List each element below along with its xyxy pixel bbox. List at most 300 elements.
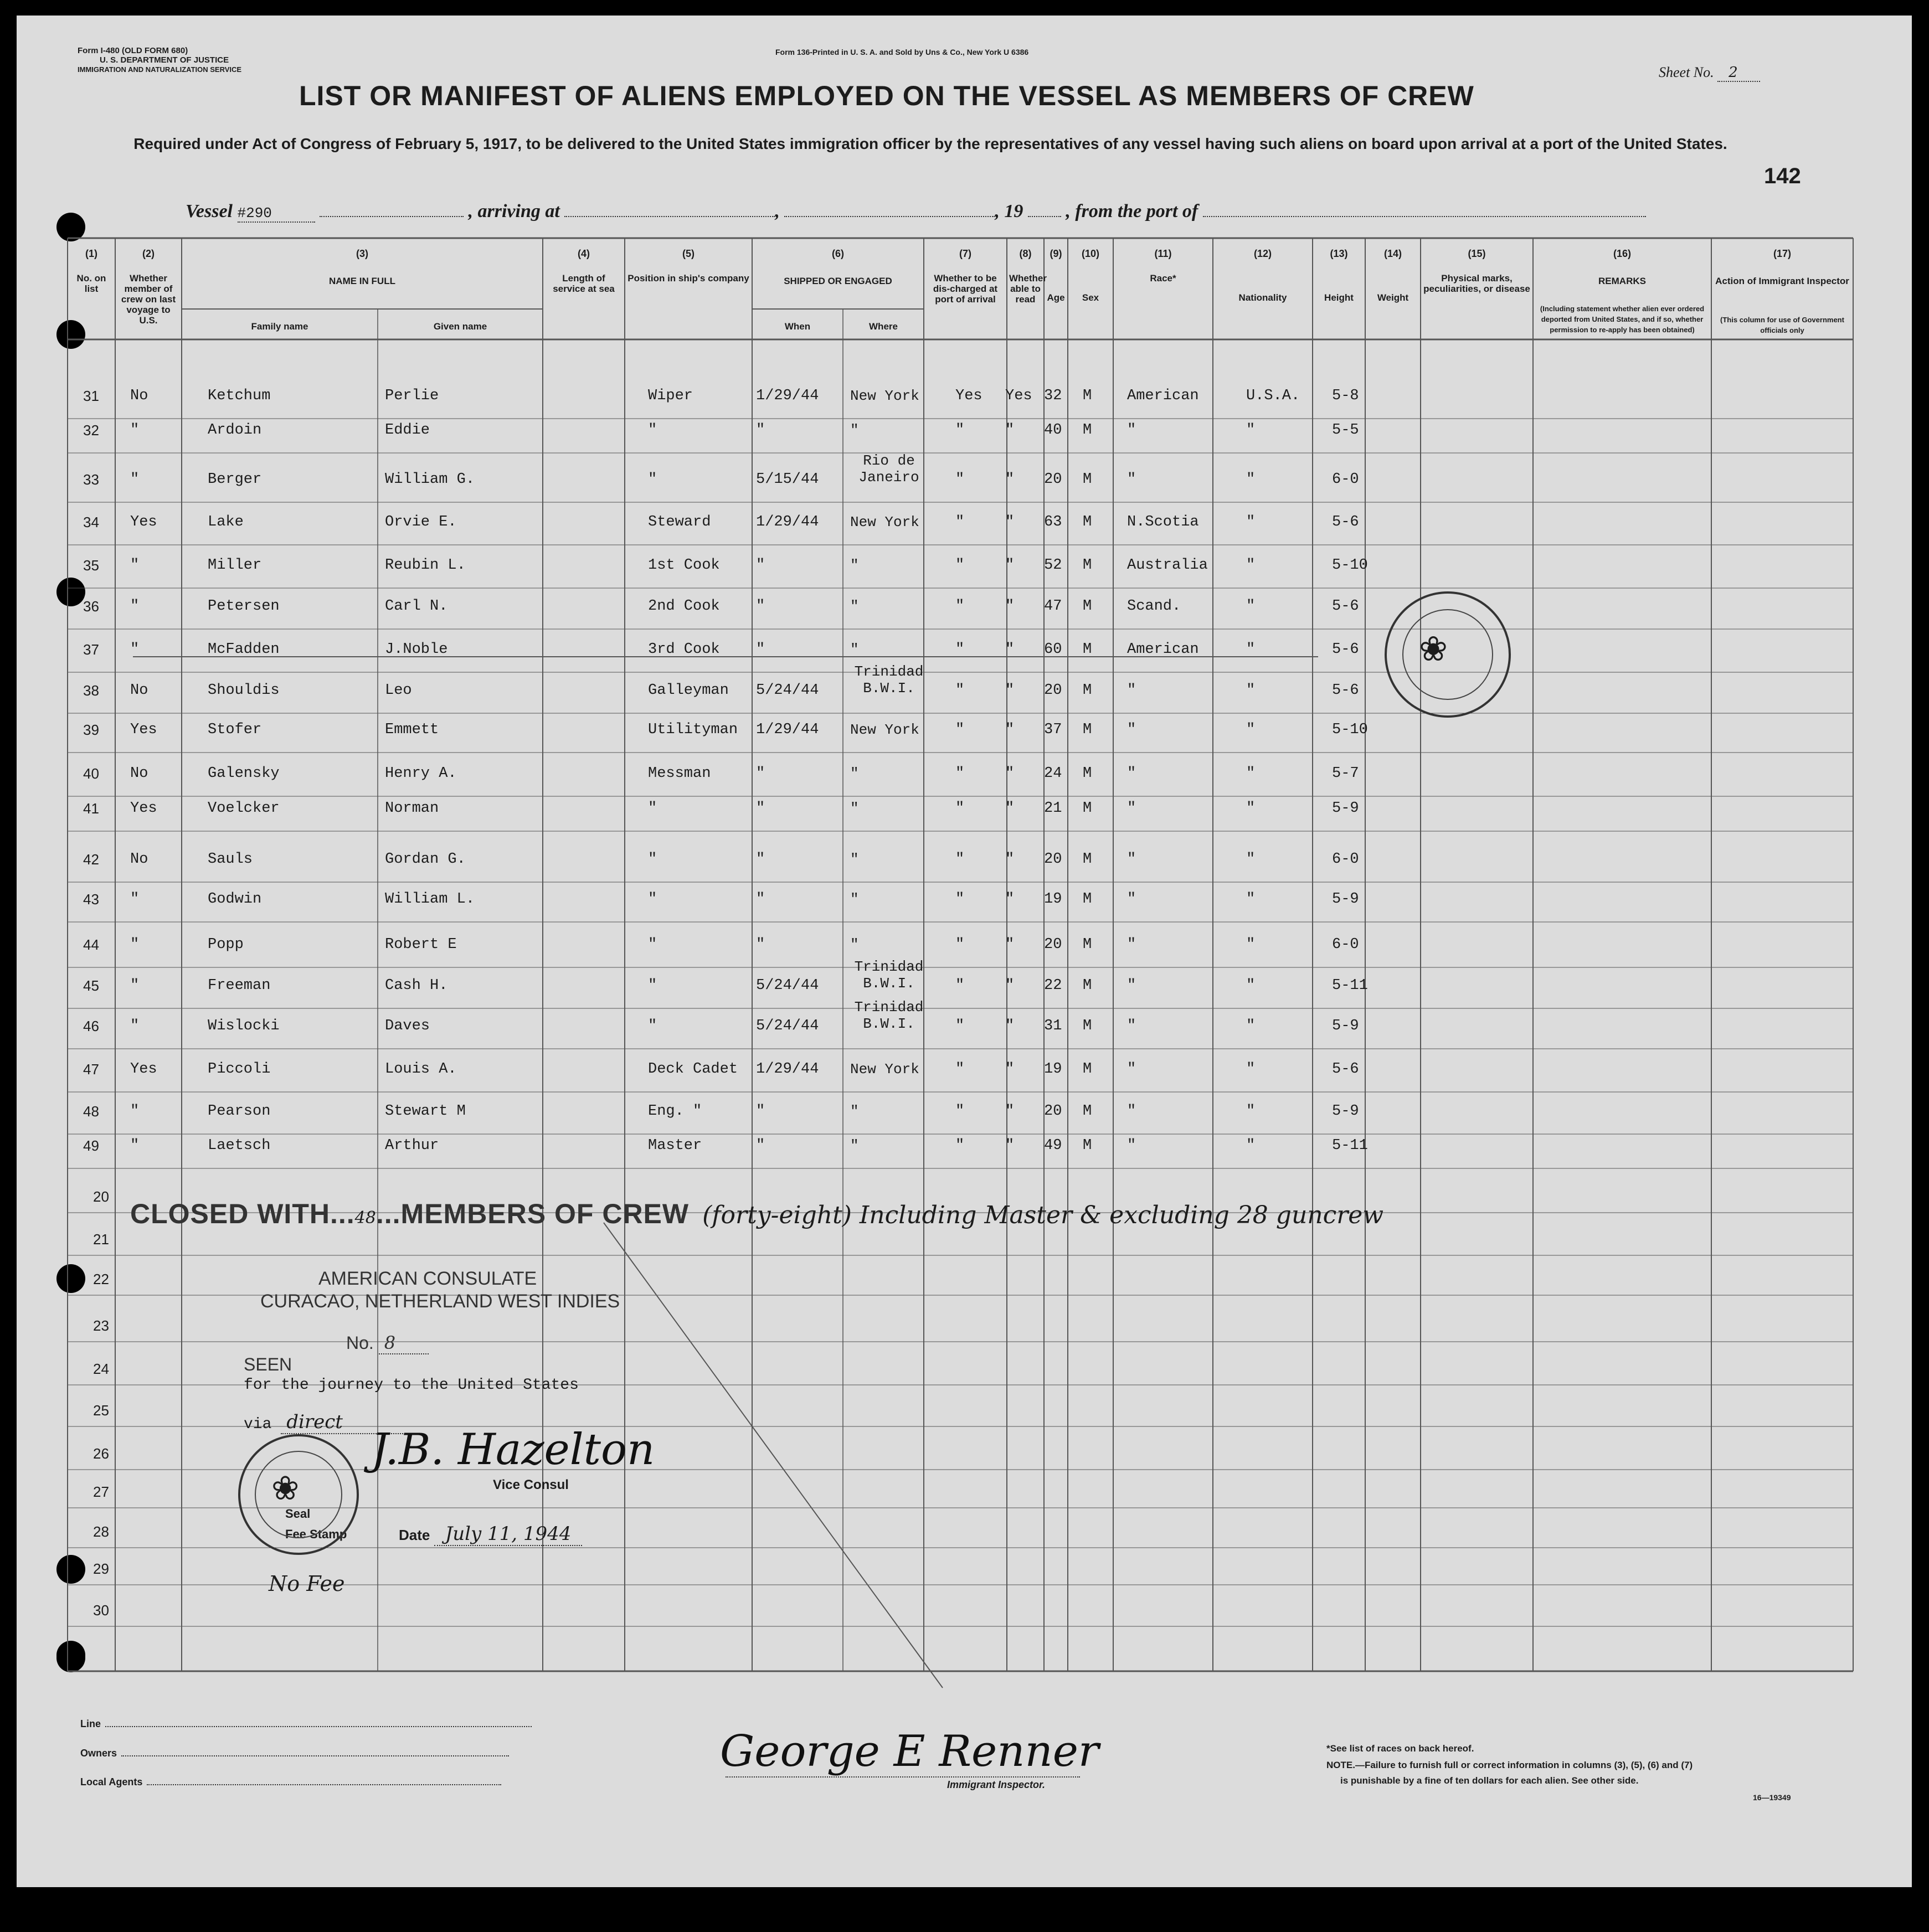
sheet-value: 2: [1717, 64, 1760, 82]
shipped-when: ": [756, 557, 765, 574]
sex: M: [1083, 765, 1092, 782]
able-to-read: ": [1005, 891, 1015, 908]
family-name: Pearson: [208, 1103, 271, 1120]
row-number: 36: [83, 598, 99, 615]
race: ": [1127, 891, 1136, 908]
column-number: (9): [1050, 248, 1062, 259]
able-to-read: ": [1005, 936, 1015, 953]
family-name: Laetsch: [208, 1137, 271, 1154]
sex: M: [1083, 471, 1092, 488]
column-number: (10): [1081, 248, 1099, 259]
row-number: 37: [83, 641, 99, 658]
shipped-when: 1/29/44: [756, 722, 819, 738]
shipped-where: Trinidad B.W.I.: [854, 999, 924, 1032]
sex: M: [1083, 557, 1092, 574]
row-number: 42: [83, 851, 99, 868]
race: ": [1127, 1061, 1136, 1078]
shipped-when: 1/29/44: [756, 388, 819, 404]
position: 1st Cook: [648, 557, 720, 574]
discharged: ": [955, 891, 965, 908]
arriving-label: , arriving at: [468, 201, 560, 221]
age: 20: [1044, 936, 1062, 953]
shipped-where: Trinidad B.W.I.: [854, 959, 924, 992]
column-number: (5): [682, 248, 695, 259]
shipped-where: ": [850, 936, 859, 953]
form-dept: U. S. DEPARTMENT OF JUSTICE: [100, 55, 229, 65]
line-number: 28: [93, 1523, 109, 1540]
race: ": [1127, 851, 1136, 868]
prior-voyage: ": [130, 1137, 140, 1154]
able-to-read: ": [1005, 557, 1015, 574]
race: American: [1127, 388, 1199, 404]
race: ": [1127, 800, 1136, 817]
discharged: ": [955, 800, 965, 817]
position: Deck Cadet: [648, 1061, 738, 1078]
able-to-read: ": [1005, 977, 1015, 994]
race: ": [1127, 422, 1136, 439]
column-header: Age: [1047, 292, 1065, 303]
row-number: 35: [83, 557, 99, 574]
line-number: 23: [93, 1317, 109, 1334]
manifest-page: [17, 16, 1912, 1887]
race: Australia: [1127, 557, 1208, 574]
shipped-when: ": [756, 641, 765, 658]
family-name: Freeman: [208, 977, 271, 994]
race: N.Scotia: [1127, 514, 1199, 530]
nationality: ": [1246, 557, 1256, 574]
able-to-read: ": [1005, 641, 1015, 658]
column-number: (14): [1383, 248, 1402, 259]
date-line: [399, 1523, 582, 1545]
family-name: McFadden: [208, 641, 280, 658]
position: ": [648, 936, 657, 953]
inspector-label: Immigrant Inspector.: [947, 1779, 1046, 1790]
column-number: (6): [832, 248, 844, 259]
column-header: Height: [1324, 292, 1354, 303]
race: ": [1127, 1103, 1136, 1120]
shipped-where: ": [850, 1103, 859, 1120]
height: 5-6: [1332, 641, 1359, 658]
given-name: Daves: [385, 1018, 430, 1034]
fine-note-2: is punishable by a fine of ten dollars for each alien. See other side.: [1340, 1775, 1639, 1786]
prior-voyage: ": [130, 422, 140, 439]
year-prefix: 19: [1004, 201, 1023, 221]
sex: M: [1083, 598, 1092, 615]
consulate-name: AMERICAN CONSULATE: [318, 1268, 537, 1289]
vessel-value: #290: [238, 205, 315, 223]
position: Galleyman: [648, 682, 729, 699]
able-to-read: ": [1005, 800, 1015, 817]
given-name: Emmett: [385, 722, 439, 738]
row-number: 45: [83, 977, 99, 994]
position: Eng. ": [648, 1103, 702, 1120]
nationality: ": [1246, 851, 1256, 868]
row-number: 31: [83, 388, 99, 404]
position: 2nd Cook: [648, 598, 720, 615]
where-header: Where: [869, 321, 898, 332]
prior-voyage: No: [130, 765, 148, 782]
position: ": [648, 800, 657, 817]
race: ": [1127, 765, 1136, 782]
column-number: (7): [959, 248, 971, 259]
discharged: ": [955, 765, 965, 782]
family-name: Berger: [208, 471, 262, 488]
race: Scand.: [1127, 598, 1181, 615]
family-name: Petersen: [208, 598, 280, 615]
footer-owners: [80, 1748, 509, 1759]
discharged: ": [955, 1103, 965, 1120]
prior-voyage: ": [130, 641, 140, 658]
race: ": [1127, 471, 1136, 488]
given-name: William G.: [385, 471, 475, 488]
when-header: When: [784, 321, 811, 332]
given-name: Gordan G.: [385, 851, 466, 868]
row-number: 32: [83, 422, 99, 439]
line-number: 25: [93, 1402, 109, 1419]
position: Wiper: [648, 388, 693, 404]
line-number: 24: [93, 1361, 109, 1377]
column-number: (1): [85, 248, 97, 259]
given-name: Louis A.: [385, 1061, 457, 1078]
height: 6-0: [1332, 851, 1359, 868]
able-to-read: ": [1005, 1137, 1015, 1154]
shipped-where: Trinidad B.W.I.: [854, 663, 924, 697]
given-name: Carl N.: [385, 598, 448, 615]
height: 5-6: [1332, 1061, 1359, 1078]
column-header: Sex: [1082, 292, 1099, 303]
position: Messman: [648, 765, 711, 782]
nationality: ": [1246, 722, 1256, 738]
able-to-read: ": [1005, 422, 1015, 439]
closing-line: CLOSED WITH...48...MEMBERS OF CREW (forty-eight) Including Master & excluding 28 guncrew: [130, 1198, 1384, 1229]
closed-with-stamp: CLOSED WITH: [130, 1198, 330, 1229]
height: 5-10: [1332, 722, 1368, 738]
line-number: 20: [93, 1188, 109, 1205]
shipped-where: ": [850, 641, 859, 658]
prior-voyage: ": [130, 977, 140, 994]
consulate-no: [346, 1332, 429, 1353]
height: 5-5: [1332, 422, 1359, 439]
position: Utilityman: [648, 722, 738, 738]
height: 5-8: [1332, 388, 1359, 404]
column-number: (8): [1019, 248, 1032, 259]
given-name: William L.: [385, 891, 475, 908]
shipped-where: New York: [850, 514, 919, 530]
height: 5-6: [1332, 598, 1359, 615]
given-name: J.Noble: [385, 641, 448, 658]
shipped-when: ": [756, 891, 765, 908]
family-name: Sauls: [208, 851, 253, 868]
vessel-label: Vessel: [186, 201, 233, 221]
age: 24: [1044, 765, 1062, 782]
page-number: 142: [1764, 164, 1801, 188]
height: 5-11: [1332, 1137, 1368, 1154]
prior-voyage: No: [130, 682, 148, 699]
nationality: ": [1246, 1137, 1256, 1154]
via-value: direct: [281, 1411, 409, 1434]
nationality: ": [1246, 598, 1256, 615]
remarks-note: (Including statement whether alien ever ordered deported from United States, and if so, whether permission to re-apply has been obtained): [1540, 305, 1705, 334]
height: 5-9: [1332, 800, 1359, 817]
given-name: Leo: [385, 682, 412, 699]
column-number: (4): [578, 248, 590, 259]
nationality: ": [1246, 641, 1256, 658]
given-name: Cash H.: [385, 977, 448, 994]
discharged: ": [955, 936, 965, 953]
vessel-line: Vessel #290 , arriving at , , 19 , from the port of: [186, 201, 1646, 223]
column-header: Race*: [1150, 273, 1176, 284]
position: Steward: [648, 514, 711, 530]
age: 63: [1044, 514, 1062, 530]
column-header: Whether to be dis-charged at port of arrival: [933, 273, 998, 305]
able-to-read: ": [1005, 514, 1015, 530]
footer-line: [80, 1718, 532, 1730]
nationality: U.S.A.: [1246, 388, 1300, 404]
position: ": [648, 891, 657, 908]
shipped-where: ": [850, 891, 859, 908]
shipped-where: ": [850, 765, 859, 782]
nationality: ": [1246, 1103, 1256, 1120]
column-number: (11): [1154, 248, 1172, 259]
race: ": [1127, 1137, 1136, 1154]
column-header: NAME IN FULL: [329, 276, 395, 286]
row-number: 47: [83, 1061, 99, 1078]
discharged: ": [955, 641, 965, 658]
page-title: LIST OR MANIFEST OF ALIENS EMPLOYED ON THE VESSEL AS MEMBERS OF CREW: [299, 80, 1474, 111]
height: 5-6: [1332, 514, 1359, 530]
prior-voyage: No: [130, 388, 148, 404]
action-note: (This column for use of Government officials only: [1720, 316, 1844, 334]
discharged: ": [955, 1018, 965, 1034]
column-header: Whether able to read: [1009, 273, 1047, 305]
line-number: 21: [93, 1231, 109, 1248]
age: 22: [1044, 977, 1062, 994]
column-header: No. on list: [76, 273, 106, 294]
family-name: Piccoli: [208, 1061, 271, 1078]
row-number: 40: [83, 765, 99, 782]
position: ": [648, 471, 657, 488]
discharged: ": [955, 851, 965, 868]
column-header: Length of service at sea: [553, 273, 615, 294]
via-label: via: [244, 1416, 272, 1433]
line-number: 27: [93, 1483, 109, 1500]
fee-note: No Fee: [269, 1572, 345, 1596]
prior-voyage: ": [130, 598, 140, 615]
nationality: ": [1246, 800, 1256, 817]
nationality: ": [1246, 1018, 1256, 1034]
height: 6-0: [1332, 471, 1359, 488]
line-number: 30: [93, 1602, 109, 1619]
discharged: ": [955, 682, 965, 699]
nationality: ": [1246, 977, 1256, 994]
closing-count: 48: [354, 1208, 376, 1228]
given-name-header: Given name: [433, 321, 487, 332]
discharged: ": [955, 1061, 965, 1078]
consulate-location: CURACAO, NETHERLAND WEST INDIES: [260, 1291, 620, 1312]
row-number: 38: [83, 682, 99, 699]
shipped-when: ": [756, 598, 765, 615]
able-to-read: ": [1005, 471, 1015, 488]
requirement-text: Required under Act of Congress of February 5, 1917, to be delivered to the United States immigration officer by the representatives of any vessel having such aliens on board upon arrival at a port of the United States.: [133, 135, 1727, 152]
height: 5-11: [1332, 977, 1368, 994]
column-header: REMARKS: [1598, 276, 1646, 286]
able-to-read: ": [1005, 1061, 1015, 1078]
shipped-where: ": [850, 851, 859, 868]
age: 20: [1044, 851, 1062, 868]
sheet-label: Sheet No.: [1659, 64, 1714, 80]
prior-voyage: ": [130, 471, 140, 488]
able-to-read: ": [1005, 1103, 1015, 1120]
column-number: (12): [1253, 248, 1272, 259]
discharged: ": [955, 1137, 965, 1154]
members-of-crew-stamp: MEMBERS OF CREW: [400, 1198, 690, 1229]
family-name-header: Family name: [251, 321, 308, 332]
prior-voyage: ": [130, 891, 140, 908]
form-code: 16—19349: [1753, 1793, 1791, 1802]
nationality: ": [1246, 765, 1256, 782]
sex: M: [1083, 1137, 1092, 1154]
shipped-when: ": [756, 1103, 765, 1120]
nationality: ": [1246, 422, 1256, 439]
sex: M: [1083, 851, 1092, 868]
shipped-when: 5/24/44: [756, 977, 819, 994]
family-name: Ketchum: [208, 388, 271, 404]
shipped-where: Rio de Janeiro: [858, 452, 919, 486]
shipped-when: ": [756, 800, 765, 817]
prior-voyage: Yes: [130, 800, 157, 817]
height: 5-9: [1332, 1018, 1359, 1034]
height: 5-6: [1332, 682, 1359, 699]
age: 37: [1044, 722, 1062, 738]
sex: M: [1083, 1103, 1092, 1120]
position: ": [648, 851, 657, 868]
age: 31: [1044, 1018, 1062, 1034]
row-number: 39: [83, 722, 99, 738]
eagle-icon: ❀: [271, 1470, 300, 1507]
shipped-when: ": [756, 936, 765, 953]
given-name: Reubin L.: [385, 557, 466, 574]
shipped-where: New York: [850, 722, 919, 738]
fine-note-1: NOTE.—Failure to furnish full or correct information in columns (3), (5), (6) and (7): [1326, 1760, 1693, 1770]
row-number: 34: [83, 514, 99, 530]
seal-label: Seal: [285, 1507, 311, 1521]
position: ": [648, 977, 657, 994]
height: 5-9: [1332, 1103, 1359, 1120]
race: American: [1127, 641, 1199, 658]
row-number: 43: [83, 891, 99, 908]
age: 20: [1044, 682, 1062, 699]
discharged: ": [955, 422, 965, 439]
age: 21: [1044, 800, 1062, 817]
nationality: ": [1246, 936, 1256, 953]
row-number: 44: [83, 936, 99, 953]
consulate-no-label: No.: [346, 1333, 374, 1353]
form-service: IMMIGRATION AND NATURALIZATION SERVICE: [78, 65, 242, 74]
discharged: ": [955, 598, 965, 615]
height: 5-7: [1332, 765, 1359, 782]
shipped-when: 5/24/44: [756, 1018, 819, 1034]
able-to-read: ": [1005, 598, 1015, 615]
position: 3rd Cook: [648, 641, 720, 658]
form-id: Form I-480 (OLD FORM 680): [78, 46, 188, 55]
discharged: ": [955, 514, 965, 530]
footer-agents: [80, 1776, 501, 1788]
column-number: (2): [142, 248, 155, 259]
age: 60: [1044, 641, 1062, 658]
age: 47: [1044, 598, 1062, 615]
age: 49: [1044, 1137, 1062, 1154]
shipped-where: New York: [850, 388, 919, 404]
race: ": [1127, 682, 1136, 699]
column-header: Position in ship's company: [627, 273, 749, 284]
given-name: Robert E: [385, 936, 457, 953]
column-header: Action of Immigrant Inspector: [1715, 276, 1849, 286]
column-header: Nationality: [1238, 292, 1287, 303]
closing-note: (forty-eight) Including Master & excluding 28 guncrew: [702, 1201, 1384, 1229]
row-number: 33: [83, 471, 99, 488]
sex: M: [1083, 1061, 1092, 1078]
sex: M: [1083, 722, 1092, 738]
line-label: Line: [80, 1718, 101, 1729]
prior-voyage: Yes: [130, 722, 157, 738]
discharged: Yes: [955, 388, 982, 404]
shipped-where: ": [850, 557, 859, 574]
sex: M: [1083, 800, 1092, 817]
given-name: Arthur: [385, 1137, 439, 1154]
age: 20: [1044, 471, 1062, 488]
column-header: SHIPPED OR ENGAGED: [784, 276, 892, 286]
able-to-read: ": [1005, 1018, 1015, 1034]
family-name: Shouldis: [208, 682, 280, 699]
family-name: Ardoin: [208, 422, 262, 439]
nationality: ": [1246, 891, 1256, 908]
shipped-where: New York: [850, 1061, 919, 1078]
family-name: Galensky: [208, 765, 280, 782]
shipped-when: ": [756, 765, 765, 782]
position: ": [648, 422, 657, 439]
family-name: Popp: [208, 936, 244, 953]
able-to-read: ": [1005, 682, 1015, 699]
printer-line: Form 136-Printed in U. S. A. and Sold by Uns & Co., New York U 6386: [775, 48, 1029, 56]
line-number: 22: [93, 1271, 109, 1287]
column-number: (17): [1773, 248, 1791, 259]
discharged: ": [955, 722, 965, 738]
shipped-where: ": [850, 598, 859, 615]
given-name: Norman: [385, 800, 439, 817]
shipped-when: 5/15/44: [756, 471, 819, 488]
family-name: Voelcker: [208, 800, 280, 817]
nationality: ": [1246, 1061, 1256, 1078]
inspector-signature: George E Renner: [720, 1727, 1099, 1776]
sex: M: [1083, 514, 1092, 530]
sex: M: [1083, 641, 1092, 658]
prior-voyage: No: [130, 851, 148, 868]
eagle-icon: ❀: [1419, 631, 1448, 668]
able-to-read: ": [1005, 851, 1015, 868]
consul-title: Vice Consul: [493, 1477, 569, 1492]
discharged: ": [955, 557, 965, 574]
column-number: (13): [1330, 248, 1348, 259]
height: 6-0: [1332, 936, 1359, 953]
sex: M: [1083, 422, 1092, 439]
shipped-when: 1/29/44: [756, 514, 819, 530]
line-number: 26: [93, 1445, 109, 1462]
sex: M: [1083, 682, 1092, 699]
discharged: ": [955, 977, 965, 994]
shipped-where: ": [850, 800, 859, 817]
prior-voyage: ": [130, 1103, 140, 1120]
given-name: Stewart M: [385, 1103, 466, 1120]
